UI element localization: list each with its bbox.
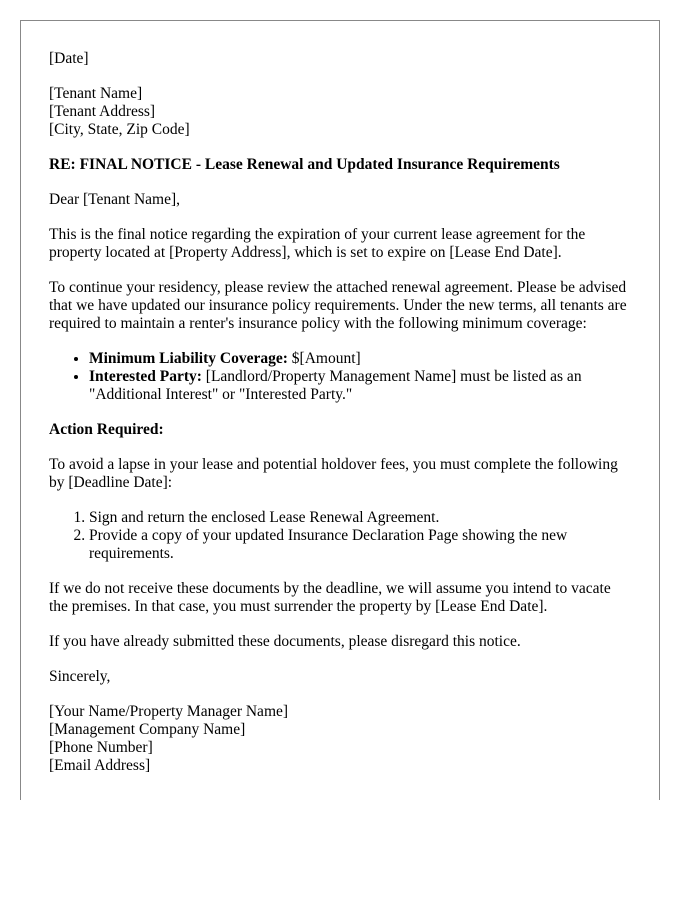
steps-list — [49, 509, 631, 563]
signature-company-line: [Management Company Name] — [49, 721, 246, 738]
paragraph-insurance-requirements: To continue your residency, please review the attached renewal agreement. Please be advised that we have updated our insurance policy requirements. Under the new terms, all tenants are required to maintain a renter's insurance policy with the following minimum coverage: — [49, 279, 627, 332]
letter-page — [20, 20, 660, 800]
letter-date: [Date] — [49, 50, 89, 67]
list-item-text: [Landlord/Property Management Name] must be listed as an "Additional Interest" or "Interested Party." — [89, 368, 582, 403]
signature-block — [49, 703, 631, 775]
list-item: 1. Sign and return the enclosed Lease Renewal Agreement. — [89, 509, 631, 527]
letter-closing: Sincerely, — [49, 668, 111, 685]
list-item: 2. Provide a copy of your updated Insurance Declaration Page showing the new requirements. — [89, 527, 631, 563]
paragraph-vacate-warning: If we do not receive these documents by the deadline, we will assume you intend to vacate the premises. In that case, you must surrender the property by [Lease End Date]. — [49, 580, 611, 615]
paragraph-disregard: If you have already submitted these documents, please disregard this notice. — [49, 633, 521, 650]
tenant-name-line: [Tenant Name] — [49, 85, 143, 102]
paragraph-lease-expiration: This is the final notice regarding the expiration of your current lease agreement for the property located at [Property Address], which is set to expire on [Lease End Date]. — [49, 226, 586, 261]
action-required-heading: Action Required: — [49, 421, 164, 438]
tenant-address-line: [Tenant Address] — [49, 103, 156, 120]
list-item-label: Interested Party: — [89, 368, 202, 385]
list-item — [89, 350, 631, 368]
signature-email-line: [Email Address] — [49, 757, 151, 774]
signature-name-line: [Your Name/Property Manager Name] — [49, 703, 289, 720]
tenant-address-block — [49, 85, 631, 139]
letter-subject: RE: FINAL NOTICE - Lease Renewal and Updated Insurance Requirements — [49, 156, 560, 173]
list-item-label: Minimum Liability Coverage: — [89, 350, 288, 367]
list-item — [89, 368, 631, 404]
signature-phone-line: [Phone Number] — [49, 739, 153, 756]
coverage-list — [49, 350, 631, 404]
list-item-text: $[Amount] — [287, 350, 361, 367]
paragraph-deadline: To avoid a lapse in your lease and potential holdover fees, you must complete the following by [Deadline Date]: — [49, 456, 618, 491]
tenant-city-line: [City, State, Zip Code] — [49, 121, 190, 138]
letter-salutation: Dear [Tenant Name], — [49, 191, 181, 208]
